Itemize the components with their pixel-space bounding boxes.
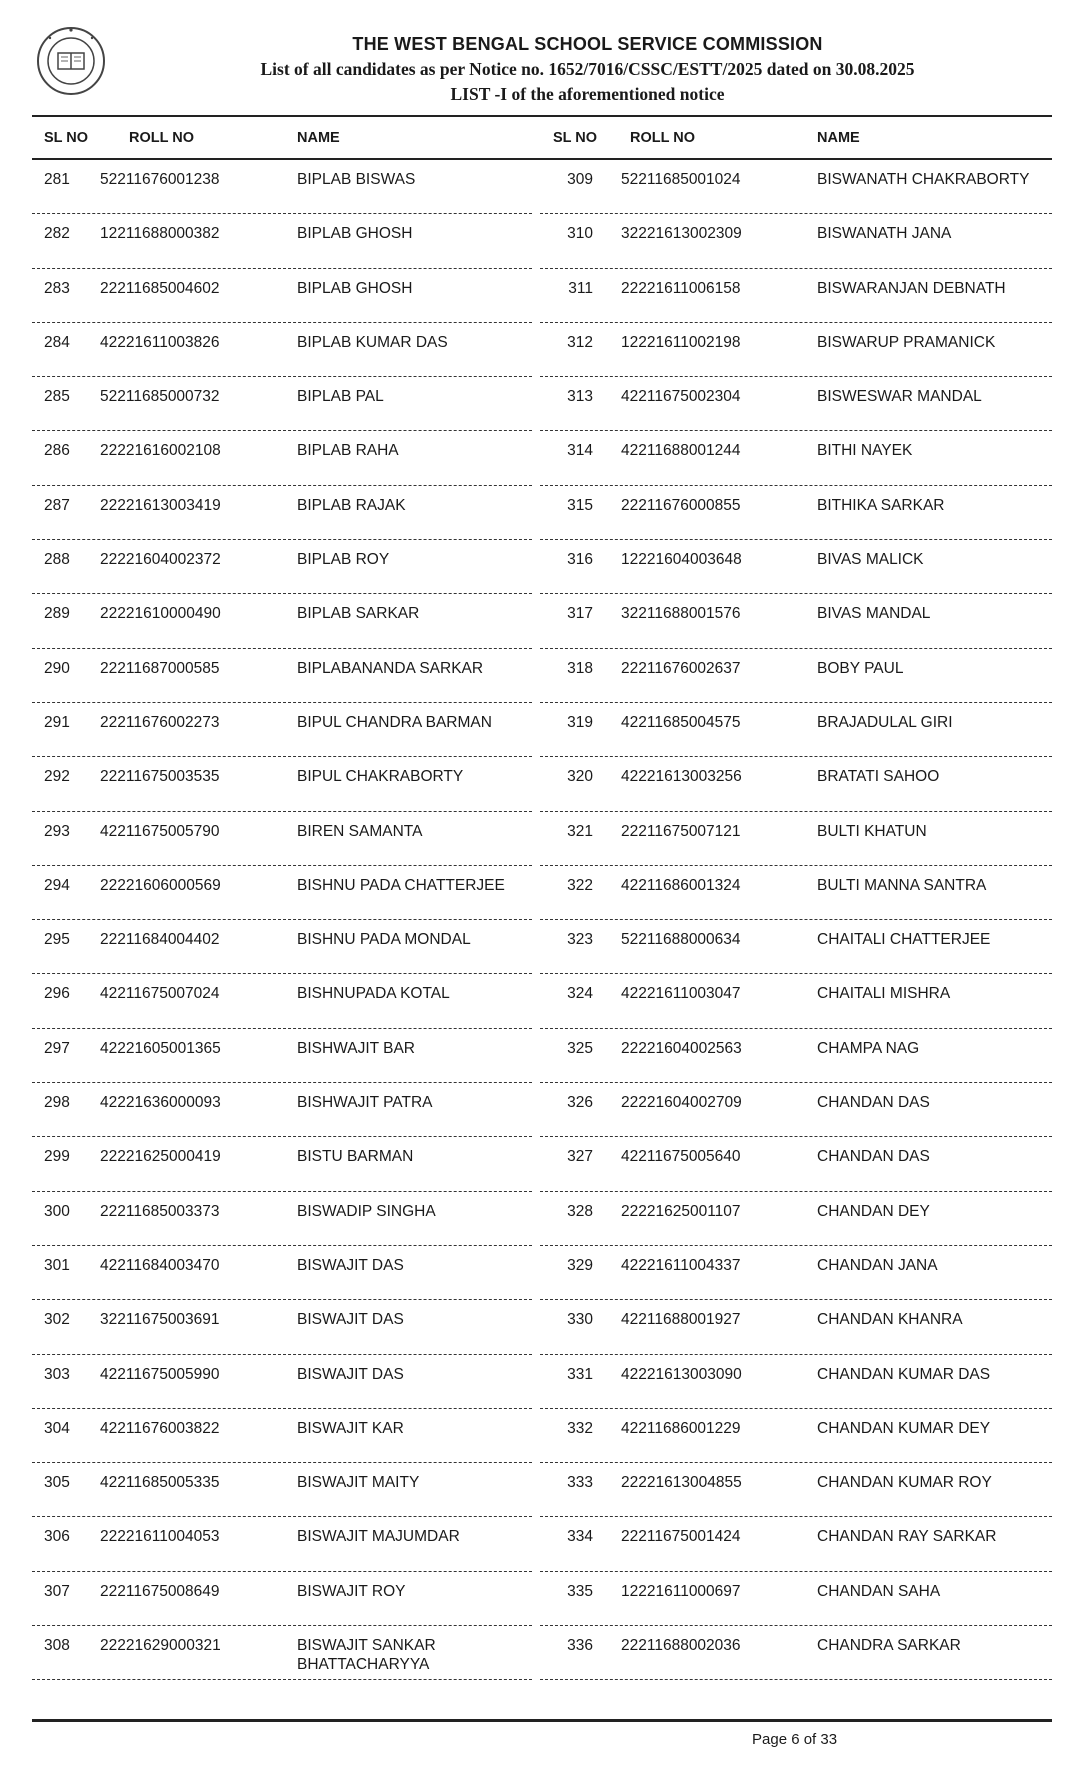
sl-no-cell: 286 — [44, 442, 70, 460]
sl-no-cell: 301 — [44, 1256, 70, 1274]
roll-no-cell: 52211676001238 — [100, 171, 220, 188]
roll-no-cell-2: 42221613003090 — [621, 1365, 742, 1383]
name-cell-2: CHAMPA NAG — [817, 1039, 920, 1057]
sl-no-cell: 285 — [44, 388, 70, 406]
name-cell-2: CHANDAN KHANRA — [817, 1311, 963, 1329]
sl-no-cell-2: 324 — [567, 985, 593, 1003]
roll-no-cell: 42211684003470 — [100, 1256, 220, 1274]
sl-no-cell: 304 — [44, 1419, 70, 1437]
roll-no-cell: 42211675005790 — [100, 822, 220, 840]
roll-no-cell: 22221604002372 — [100, 551, 221, 569]
table-row — [0, 974, 1080, 1028]
name-cell-2: BISWANATH CHAKRABORTY — [817, 171, 1030, 188]
roll-no-cell: 42221605001365 — [100, 1039, 221, 1057]
table-row — [0, 1517, 1080, 1571]
table-row — [0, 1355, 1080, 1409]
notice-subtitle: List of all candidates as per Notice no. 1652/7016/CSSC/ESTT/2025 dated on 30.08.2025 — [260, 59, 915, 79]
name-cell: BIPLABANANDA SARKAR — [297, 659, 484, 677]
sl-no-cell: 292 — [44, 768, 70, 786]
sl-no-cell: 308 — [44, 1637, 70, 1655]
name-cell-2: BISWARUP PRAMANICK — [817, 333, 996, 351]
name-cell-2: BRAJADULAL GIRI — [817, 713, 953, 731]
roll-no-cell: 22221629000321 — [100, 1637, 221, 1655]
name-cell: BIPLAB RAJAK — [297, 496, 406, 514]
sl-no-cell: 293 — [44, 822, 70, 840]
roll-no-cell: 22221625000419 — [100, 1148, 221, 1166]
sl-no-cell-2: 326 — [567, 1094, 593, 1112]
roll-no-cell: 22211675003535 — [100, 768, 220, 786]
roll-no-cell: 42221611003826 — [100, 333, 220, 351]
roll-no-cell-2: 42211685004575 — [621, 713, 741, 731]
roll-no-cell-2: 52211688000634 — [621, 931, 741, 949]
table-row — [0, 1246, 1080, 1300]
table-row — [0, 1083, 1080, 1137]
name-cell: BIPLAB ROY — [297, 551, 390, 569]
name-cell: BISWAJIT DAS — [297, 1311, 404, 1329]
roll-no-cell-2: 12221604003648 — [621, 551, 742, 569]
name-cell-2: BISWANATH JANA — [817, 225, 952, 243]
roll-no-cell: 42211675007024 — [100, 985, 220, 1003]
roll-no-cell: 22221611004053 — [100, 1528, 220, 1546]
sl-no-cell-2: 323 — [567, 931, 593, 949]
sl-no-cell-2: 329 — [567, 1256, 593, 1274]
name-cell-2: CHANDAN RAY SARKAR — [817, 1528, 997, 1546]
sl-no-cell: 284 — [44, 333, 70, 351]
table-row — [0, 812, 1080, 866]
name-cell-2: CHANDAN DEY — [817, 1202, 930, 1220]
roll-no-cell-2: 22221625001107 — [621, 1202, 741, 1220]
sl-no-cell: 296 — [44, 985, 70, 1003]
roll-no-cell-2: 42211675005640 — [621, 1148, 741, 1166]
sl-no-cell: 307 — [44, 1582, 70, 1600]
column-header-name-2: NAME — [817, 130, 860, 146]
table-row — [0, 920, 1080, 974]
roll-no-cell-2: 42211686001324 — [621, 876, 741, 894]
name-cell: BIPUL CHANDRA BARMAN — [297, 713, 492, 731]
roll-no-cell-2: 32211688001576 — [621, 605, 741, 623]
sl-no-cell: 291 — [44, 713, 70, 731]
sl-no-cell: 295 — [44, 931, 70, 949]
name-cell-2: CHAITALI CHATTERJEE — [817, 931, 991, 949]
sl-no-cell-2: 315 — [567, 496, 593, 514]
name-cell-2: BOBY PAUL — [817, 659, 904, 677]
roll-no-cell: 12211688000382 — [100, 225, 220, 243]
sl-no-cell-2: 321 — [567, 822, 593, 840]
name-cell-2: CHANDAN KUMAR ROY — [817, 1474, 992, 1492]
roll-no-cell-2: 32221613002309 — [621, 225, 742, 243]
sl-no-cell-2: 325 — [567, 1039, 593, 1057]
name-cell: BISWADIP SINGHA — [297, 1202, 436, 1220]
list-label: LIST -I of the aforementioned notice — [450, 84, 725, 104]
roll-no-cell: 52211685000732 — [100, 388, 220, 406]
name-cell-2: BULTI MANNA SANTRA — [817, 876, 987, 894]
name-cell: BISHWAJIT PATRA — [297, 1094, 433, 1112]
roll-no-cell-2: 52211685001024 — [621, 171, 741, 188]
name-cell: BIPLAB PAL — [297, 388, 384, 406]
table-row — [0, 703, 1080, 757]
roll-no-cell: 22211685003373 — [100, 1202, 220, 1220]
table-row — [0, 431, 1080, 485]
header-rule — [32, 115, 1052, 117]
sl-no-cell-2: 333 — [567, 1474, 593, 1492]
name-cell: BISWAJIT MAJUMDAR — [297, 1528, 460, 1546]
sl-no-cell: 298 — [44, 1094, 70, 1112]
name-cell: BISHNU PADA CHATTERJEE — [297, 876, 505, 894]
name-cell-2: BISWESWAR MANDAL — [817, 388, 982, 406]
sl-no-cell-2: 335 — [567, 1582, 593, 1600]
roll-no-cell-2: 22211688002036 — [621, 1637, 741, 1655]
roll-no-cell-2: 42221611004337 — [621, 1256, 741, 1274]
roll-no-cell: 42211675005990 — [100, 1365, 220, 1383]
name-cell-2: CHANDAN DAS — [817, 1148, 930, 1166]
sl-no-cell-2: 332 — [567, 1419, 593, 1437]
name-cell-2: CHANDAN KUMAR DEY — [817, 1419, 991, 1437]
table-row — [0, 1572, 1080, 1626]
name-cell: BISHWAJIT BAR — [297, 1039, 415, 1057]
sl-no-cell-2: 311 — [568, 279, 593, 297]
table-row — [0, 1029, 1080, 1083]
table-row — [0, 594, 1080, 648]
roll-no-cell: 22221613003419 — [100, 496, 221, 514]
table-row — [0, 323, 1080, 377]
roll-no-cell-2: 22211676000855 — [621, 496, 741, 514]
column-header-sl-no-2: SL NO — [553, 130, 598, 146]
roll-no-cell-2: 22221604002563 — [621, 1039, 742, 1057]
roll-no-cell-2: 22211675001424 — [621, 1528, 741, 1546]
table-row — [0, 866, 1080, 920]
roll-no-cell: 22211684004402 — [100, 931, 220, 949]
table-row — [0, 214, 1080, 268]
sl-no-cell: 306 — [44, 1528, 70, 1546]
sl-no-cell: 287 — [44, 496, 70, 514]
sl-no-cell-2: 328 — [567, 1202, 593, 1220]
roll-no-cell-2: 42211688001927 — [621, 1311, 741, 1329]
sl-no-cell-2: 310 — [567, 225, 593, 243]
sl-no-cell: 282 — [44, 225, 70, 243]
name-cell-2: BULTI KHATUN — [817, 822, 927, 840]
column-header-name: NAME — [297, 130, 340, 146]
roll-no-cell-2: 22221604002709 — [621, 1094, 742, 1112]
name-cell-2: CHANDAN SAHA — [817, 1582, 941, 1600]
sl-no-cell: 305 — [44, 1474, 70, 1492]
name-cell-2: CHANDAN KUMAR DAS — [817, 1365, 991, 1383]
sl-no-cell: 289 — [44, 605, 70, 623]
sl-no-cell: 283 — [44, 279, 70, 297]
name-cell: BISWAJIT SANKAR BHATTACHARYYA — [297, 1637, 436, 1674]
sl-no-cell: 303 — [44, 1365, 70, 1383]
sl-no-cell-2: 313 — [567, 388, 593, 406]
sl-no-cell: 299 — [44, 1148, 70, 1166]
roll-no-cell-2: 22211675007121 — [621, 822, 741, 840]
roll-no-cell: 42211685005335 — [100, 1474, 220, 1492]
name-cell: BISWAJIT MAITY — [297, 1474, 420, 1492]
table-row — [0, 1463, 1080, 1517]
column-header-roll-no-2: ROLL NO — [630, 130, 695, 146]
name-cell: BISWAJIT KAR — [297, 1419, 404, 1437]
roll-no-cell: 22221610000490 — [100, 605, 221, 623]
sl-no-cell-2: 336 — [567, 1637, 593, 1655]
table-row — [0, 486, 1080, 540]
roll-no-cell: 22211675008649 — [100, 1582, 220, 1600]
name-cell: BIPLAB SARKAR — [297, 605, 420, 623]
sl-no-cell-2: 331 — [567, 1365, 593, 1383]
sl-no-cell-2: 309 — [567, 171, 593, 188]
name-cell: BIPLAB KUMAR DAS — [297, 333, 448, 351]
table-row — [0, 1137, 1080, 1191]
roll-no-cell-2: 12221611002198 — [621, 333, 741, 351]
roll-no-cell: 42221636000093 — [100, 1094, 221, 1112]
roll-no-cell: 22221606000569 — [100, 876, 221, 894]
roll-no-cell-2: 42211686001229 — [621, 1419, 741, 1437]
name-cell: BIREN SAMANTA — [297, 822, 423, 840]
candidate-table — [0, 160, 1080, 1680]
roll-no-cell: 42211676003822 — [100, 1419, 220, 1437]
column-header-roll-no: ROLL NO — [129, 130, 194, 146]
table-row — [0, 1300, 1080, 1354]
roll-no-cell-2: 22211676002637 — [621, 659, 741, 677]
name-cell-2: CHANDRA SARKAR — [817, 1637, 961, 1655]
sl-no-cell-2: 322 — [567, 876, 593, 894]
name-cell: BISHNU PADA MONDAL — [297, 931, 471, 949]
name-cell-2: CHAITALI MISHRA — [817, 985, 951, 1003]
name-cell-2: BIVAS MALICK — [817, 551, 924, 569]
sl-no-cell: 300 — [44, 1202, 70, 1220]
name-cell: BISTU BARMAN — [297, 1148, 414, 1166]
name-cell-2: CHANDAN DAS — [817, 1094, 930, 1112]
roll-no-cell-2: 12221611000697 — [621, 1582, 741, 1600]
sl-no-cell: 297 — [44, 1039, 70, 1057]
table-row — [0, 1192, 1080, 1246]
table-row — [0, 160, 1080, 214]
row-separator-right — [540, 1679, 1052, 1680]
page-number: Page 6 of 33 — [752, 1731, 838, 1748]
roll-no-cell-2: 42221613003256 — [621, 768, 742, 786]
sl-no-cell-2: 334 — [567, 1528, 593, 1546]
sl-no-cell: 290 — [44, 659, 70, 677]
table-row — [0, 1626, 1080, 1680]
roll-no-cell-2: 42221611003047 — [621, 985, 741, 1003]
sl-no-cell-2: 327 — [567, 1148, 593, 1166]
footer-rule — [32, 1719, 1052, 1722]
name-cell-2: BRATATI SAHOO — [817, 768, 940, 786]
sl-no-cell-2: 316 — [567, 551, 593, 569]
row-separator-left — [32, 1679, 532, 1680]
sl-no-cell-2: 318 — [567, 659, 593, 677]
sl-no-cell: 294 — [44, 876, 70, 894]
roll-no-cell-2: 22221611006158 — [621, 279, 741, 297]
sl-no-cell-2: 312 — [567, 333, 593, 351]
name-cell-2: BITHIKA SARKAR — [817, 496, 945, 514]
name-cell: BIPLAB RAHA — [297, 442, 399, 460]
roll-no-cell-2: 42211675002304 — [621, 388, 741, 406]
table-row — [0, 757, 1080, 811]
table-row — [0, 540, 1080, 594]
sl-no-cell: 302 — [44, 1311, 70, 1329]
roll-no-cell: 22211687000585 — [100, 659, 220, 677]
name-cell: BIPLAB GHOSH — [297, 225, 413, 243]
name-cell: BIPLAB GHOSH — [297, 279, 413, 297]
sl-no-cell: 281 — [44, 171, 70, 188]
roll-no-cell: 32211675003691 — [100, 1311, 220, 1329]
document-title: THE WEST BENGAL SCHOOL SERVICE COMMISSION — [352, 34, 823, 54]
table-row — [0, 649, 1080, 703]
sl-no-cell-2: 320 — [567, 768, 593, 786]
roll-no-cell: 22211685004602 — [100, 279, 220, 297]
table-row — [0, 269, 1080, 323]
column-header-sl-no: SL NO — [44, 130, 89, 146]
name-cell: BISWAJIT DAS — [297, 1365, 404, 1383]
name-cell: BISWAJIT ROY — [297, 1582, 406, 1600]
sl-no-cell-2: 317 — [567, 605, 593, 623]
name-cell: BISWAJIT DAS — [297, 1256, 404, 1274]
sl-no-cell: 288 — [44, 551, 70, 569]
sl-no-cell-2: 319 — [567, 713, 593, 731]
sl-no-cell-2: 314 — [567, 442, 593, 460]
name-cell-2: BITHI NAYEK — [817, 442, 913, 460]
name-cell-2: BIVAS MANDAL — [817, 605, 931, 623]
roll-no-cell-2: 42211688001244 — [621, 442, 741, 460]
sl-no-cell-2: 330 — [567, 1311, 593, 1329]
roll-no-cell-2: 22221613004855 — [621, 1474, 742, 1492]
name-cell: BIPLAB BISWAS — [297, 171, 416, 188]
name-cell: BIPUL CHAKRABORTY — [297, 768, 464, 786]
table-row — [0, 1409, 1080, 1463]
name-cell: BISHNUPADA KOTAL — [297, 985, 450, 1003]
table-row — [0, 377, 1080, 431]
name-cell-2: BISWARANJAN DEBNATH — [817, 279, 1006, 297]
roll-no-cell: 22221616002108 — [100, 442, 221, 460]
name-cell-2: CHANDAN JANA — [817, 1256, 938, 1274]
roll-no-cell: 22211676002273 — [100, 713, 220, 731]
